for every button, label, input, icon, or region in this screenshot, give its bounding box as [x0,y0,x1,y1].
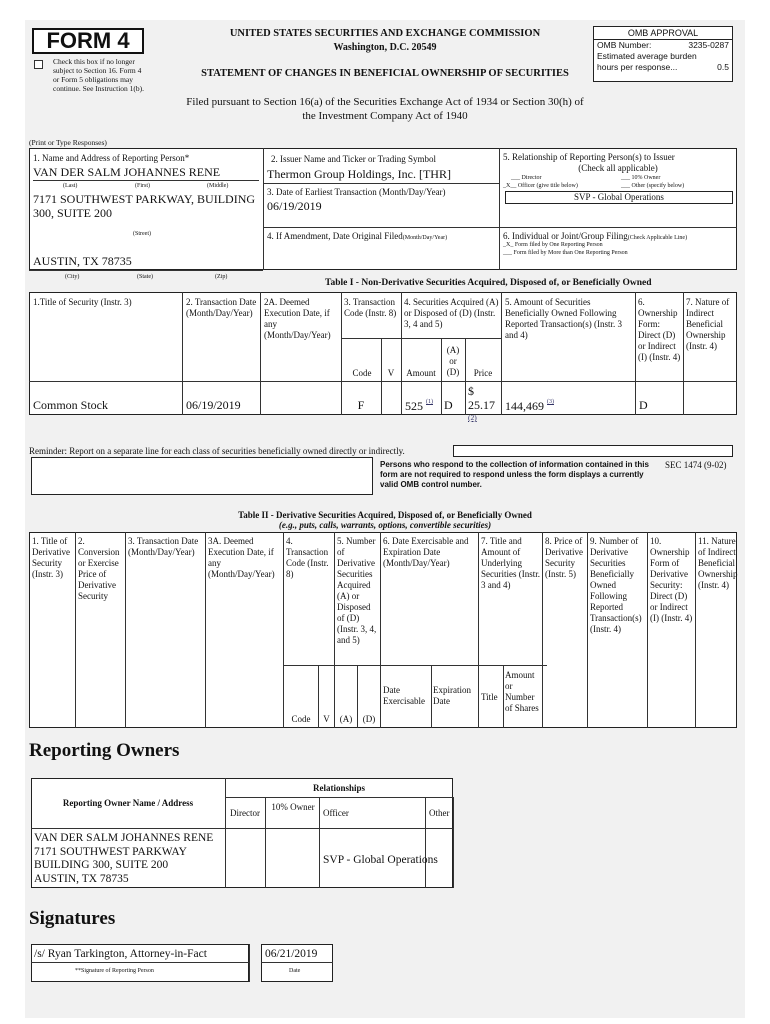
t2-sub-expiration: Expiration Date [433,685,471,706]
ten-pct-option: ___ 10% Owner [621,175,661,181]
box2-label: 2. Issuer Name and Ticker or Trading Symbol [271,154,436,164]
t2-c3a-header: 3A. Deemed Execution Date, if any (Month/Day/Year) [208,536,275,579]
reporting-person-address: 7171 SOUTHWEST PARKWAY, BUILDING 300, SUITE 200 [33,192,256,220]
t1-row-aord: D [444,398,453,412]
t2-sub-a: (A) [339,714,353,724]
ro-relationships-header: Relationships [312,783,365,793]
t2-c11-header: 11. Nature of Indirect Beneficial Ownership (Instr. 4) [698,536,738,590]
ro-owner-line: AUSTIN, TX 78735 [34,872,129,885]
filed-pursuant-line1: Filed pursuant to Section 16(a) of the Securities Exchange Act of 1934 or Section 30(h) of [186,96,584,108]
director-option: ___ Director [511,175,542,181]
sec-code: SEC 1474 (9-02) [665,460,727,470]
ro-other-header: Other [429,808,450,818]
t1-col2a-header: 2A. Deemed Execution Date, if any (Month/Day/Year) [264,297,331,340]
signer-label: **Signature of Reporting Person [75,968,154,974]
t2-sub-exercisable: Date Exercisable [383,685,425,706]
box4-label: 4. If Amendment, Date Original Filed(Month/Day/Year) [267,231,448,241]
t1-col2-header: 2. Transaction Date (Month/Day/Year) [186,297,257,318]
officer-option: _X__ Officer (give title below) [503,183,578,189]
reporting-person-name: VAN DER SALM JOHANNES RENE [33,165,221,179]
one-person-option: _X_ Form filed by One Reporting Person [503,242,603,248]
t1-sub-price: Price [473,368,493,378]
ro-owner-address [34,832,224,886]
t1-sub-amount: Amount [406,368,436,378]
t1-col5-header: 5. Amount of Securities Beneficially Owned Following Reported Transaction(s) (Instr. 3 and 4) [505,297,622,340]
omb-number-label: OMB Number: [597,40,652,50]
t1-row-code: F [357,398,365,412]
signatures-heading: Signatures [29,908,116,929]
t1-col4-header: 4. Securities Acquired (A) or Disposed of (D) (Instr. 3, 4 and 5) [404,297,499,329]
earliest-transaction-date: 06/19/2019 [267,199,322,213]
box1-label: 1. Name and Address of Reporting Person* [33,153,190,163]
ro-owner-line: BUILDING 300, SUITE 200 [34,859,169,871]
form4-page [25,20,745,1018]
ro-officer-value: SVP - Global Operations [323,854,438,866]
table1-title: Table I - Non-Derivative Securities Acquired, Disposed of, or Beneficially Owned [325,278,652,288]
t1-row-price: 25.17 [468,398,495,412]
t2-c2-header: 2. Conversion or Exercise Price of Derivative Security [78,536,120,601]
issuer-name: Thermon Group Holdings, Inc. [THR] [267,167,451,181]
form-label-box [32,28,144,54]
more-persons-option: ___ Form filed by More than One Reporting Person [503,250,628,256]
filed-pursuant-line2: the Investment Company Act of 1940 [302,110,468,122]
omb-approval-box [593,26,733,82]
form-label: FORM 4 [46,28,130,53]
box5-sublabel: (Check all applicable) [578,163,658,173]
t1-row-owned: 144,469 $^{(3)}$ [505,399,554,413]
agency-name: UNITED STATES SECURITIES AND EXCHANGE COMMISSION [229,28,541,39]
print-type-note: (Print or Type Responses) [29,138,107,147]
agency-city: Washington, D.C. 20549 [333,42,437,53]
box5-label: 5. Relationship of Reporting Person(s) to Issuer [503,152,675,162]
footnote-2-link[interactable]: (2) [468,413,477,422]
table2-subtitle: (e.g., puts, calls, warrants, options, convertible securities) [278,520,492,530]
omb-hours-value: 0.5 [717,62,729,72]
officer-title-box [505,191,733,204]
t2-c3-header: 3. Transaction Date (Month/Day/Year) [128,536,199,557]
ro-name-header: Reporting Owner Name / Address [62,798,194,808]
reminder-line-box [453,445,733,457]
other-option: ___ Other (specify below) [621,183,685,189]
label-city: (City) [65,274,80,280]
signature-date-label: Date [289,968,301,974]
t1-sub-aord: (A) or (D) [446,345,460,377]
persons-notice: Persons who respond to the collection of information contained in this form are not required to respond unless the form displays a currently valid OMB control number. [380,460,649,489]
label-state: (State) [137,274,153,280]
omb-hours-label: hours per response... [597,62,678,72]
label-first: (First) [135,183,150,189]
notice-blank-box [31,457,373,495]
reporting-owners-heading: Reporting Owners [29,740,180,761]
t1-col6-header: 6. Ownership Form: Direct (D) or Indirect (I) (Instr. 4) [638,297,681,362]
t1-row-price-sign: $ [468,384,474,398]
label-zip: (Zip) [215,274,228,280]
t1-col7-header: 7. Nature of Indirect Beneficial Ownership (Instr. 4) [686,297,730,351]
t2-c7-header: 7. Title and Amount of Underlying Securities (Instr. 3 and 4) [481,536,540,590]
t2-c6-header: 6. Date Exercisable and Expiration Date (Month/Day/Year) [383,536,469,568]
t1-row-date: 06/19/2019 [186,398,241,412]
label-last: (Last) [63,183,78,189]
t1-col3-header: 3. Transaction Code (Instr. 8) [344,297,397,318]
omb-title: OMB APPROVAL [594,27,732,40]
t1-row-form: D [639,398,648,412]
ro-owner-line: VAN DER SALM JOHANNES RENE [34,832,214,844]
footnote-3-link[interactable]: (3) [547,399,554,405]
ro-officer-header: Officer [323,808,349,818]
box6-label: 6. Individual or Joint/Group Filing(Check Applicable Line) [503,231,688,241]
omb-number-value: 3235-0287 [688,40,729,50]
t2-sub-d: (D) [362,714,376,724]
t1-sub-v: V [387,368,395,378]
label-middle: (Middle) [207,183,229,189]
t2-sub-code: Code [291,714,311,724]
t2-c10-header: 10. Ownership Form of Derivative Security: Direct (D) or Indirect (I) (Instr. 4) [650,536,693,623]
t1-row-amount: 525 $^{(1)}$ [405,399,433,413]
t1-sub-code: Code [352,368,372,378]
footnote-1-link[interactable]: (1) [426,399,433,405]
t2-sub-amount: Amount or Number of Shares [505,670,539,713]
signature-date: 06/21/2019 [265,948,318,960]
officer-title: SVP - Global Operations [574,192,664,202]
t2-c5-header: 5. Number of Derivative Securities Acquired (A) or Disposed of (D) (Instr. 3, 4, and 5) [337,536,377,645]
ro-ten-header: 10% Owner [271,802,315,812]
t2-c9-header: 9. Number of Derivative Securities Beneficially Owned Following Reported Transaction(s) (Instr. 4) [590,536,642,634]
table2-title: Table II - Derivative Securities Acquired, Disposed of, or Beneficially Owned [238,510,532,520]
checkbox-note: Check this box if no longer subject to Section 16. Form 4 or Form 5 obligations may continue. See Instruction 1(b). [53,57,145,93]
t1-row-title: Common Stock [33,398,109,412]
omb-burden-label: Estimated average burden [597,51,697,61]
t1-col1-header: 1.Title of Security (Instr. 3) [33,297,132,307]
t2-c4-header: 4. Transaction Code (Instr. 8) [286,536,329,579]
box3-label: 3. Date of Earliest Transaction (Month/Day/Year) [267,187,446,197]
t2-c1-header: 1. Title of Derivative Security (Instr. 3) [32,536,70,579]
statement-title: STATEMENT OF CHANGES IN BENEFICIAL OWNERSHIP OF SECURITIES [201,68,569,79]
reporting-person-city: AUSTIN, TX 78735 [33,254,132,268]
t2-c8-header: 8. Price of Derivative Security (Instr. 5) [545,536,583,579]
ro-director-header: Director [230,808,260,818]
label-street: (Street) [133,231,151,237]
t2-sub-v: V [323,714,330,724]
t2-sub-title: Title [481,692,498,702]
signer-name: /s/ Ryan Tarkington, Attorney-in-Fact [34,948,207,960]
reminder-text: Reminder: Report on a separate line for each class of securities beneficially owned directly or indirectly. [29,446,405,456]
no-longer-subject-checkbox[interactable] [34,60,43,69]
ro-owner-line: 7171 SOUTHWEST PARKWAY [34,845,187,858]
